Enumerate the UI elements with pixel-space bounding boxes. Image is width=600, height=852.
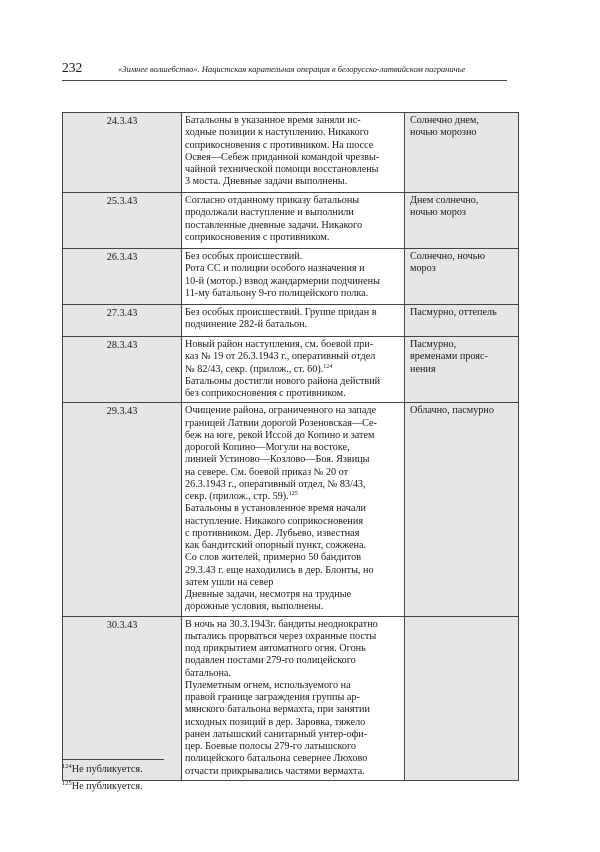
running-title: «Зимнее волшебство». Нацистская карательная операция в белорусско-латвийском пограничье xyxy=(118,64,466,74)
report-cell: Без особых происшествий. Группе придан в подчинение 282-й батальон. xyxy=(182,305,405,337)
page-number: 232 xyxy=(62,60,83,75)
date-cell: 25.3.43 xyxy=(63,193,182,249)
table-row xyxy=(63,403,519,616)
report-text: Очищение района, ограниченного на западе границей Латвии дорогой Розеновская—Се- беж на юге, рекой Иссой до Копино и затем дорогой Копино—Могули на востоке, линией Устиново—Козлово—Боя. Язвицы на севере. См. боевой приказ № 20 от 26.3.1943 г., оперативный отдел, № 83/43, секр. (прилож., стр. 59). xyxy=(185,405,377,502)
date-cell: 26.3.43 xyxy=(63,249,182,305)
footnote-item xyxy=(62,780,143,794)
weather-cell: Днем солнечно, ночью мороз xyxy=(405,193,519,249)
war-diary-table xyxy=(62,112,519,781)
weather-cell: Солнечно днем, ночью морозно xyxy=(405,113,519,193)
date-cell: 29.3.43 xyxy=(63,403,182,616)
weather-cell: Облачно, пасмурно xyxy=(405,403,519,616)
table-row xyxy=(63,337,519,403)
footnote-ref: 124 xyxy=(323,363,333,370)
date-cell: 24.3.43 xyxy=(63,113,182,193)
footnote-ref: 125 xyxy=(288,491,298,497)
report-cell xyxy=(182,403,405,616)
footnote-divider xyxy=(62,759,164,760)
table-row xyxy=(63,113,519,193)
table-row xyxy=(63,249,519,305)
weather-cell: Пасмурно, оттепель xyxy=(405,305,519,337)
page-header xyxy=(62,60,507,81)
report-cell: Батальоны в указанное время заняли ис- ходные позиции к наступлению. Никакого соприкосновения с противником. На шоссе Освея—Себеж приданной командой чрезвы- чайной технической помощи восстановлены 3 моста. Дневные задачи выполнены. xyxy=(182,113,405,193)
report-text: Батальоны в установленное время начали наступление. Никакого соприкосновения с противником. Дер. Лубьево, известная как бандитский опорный пункт, сожжена. Со слов жителей, примерно 50 бандитов 29.3.43 г. еще находились в дер. Блонты, но затем ушли на север Дневные задачи, несмотря на трудные дорожные условия, выполнены. xyxy=(185,503,374,613)
report-text: Новый район наступления, см. боевой при- каз № 19 от 26.3.1943 г., оперативный отдел № 82/43, секр. (прилож., ст. 60). xyxy=(185,339,376,375)
report-text: Батальоны достигли нового района действий без соприкосновения с противником. xyxy=(185,375,381,399)
report-cell xyxy=(182,337,405,403)
report-cell: В ночь на 30.3.1943г. бандиты неоднократно пытались прорваться через охранные посты под прикрытием автоматного огня. Огонь подавлен постами 279-го полицейского батальона. Пулеметным огнем, используемого на правой границе заграждения группы ар- мянского батальона вермахта, при занятии исходных позиций в дер. Заровка, тяжело ранен латышский санитарный унтер-офи- цер. Боевые полосы 279-го латышского полицейского батальона севернее Люхово отчасти прикрывались частями вермахта. xyxy=(182,616,405,780)
report-cell: Без особых происшествий. Рота СС и полиции особого назначения и 10-й (мотор.) взвод жандармерии подчинены 11-му батальону 9-го полицейского полка. xyxy=(182,249,405,305)
footnote-text: Не публикуется. xyxy=(71,781,143,792)
report-cell: Согласно отданному приказу батальоны продолжали наступление и выполнили поставленные дневные задачи. Никакого соприкосновения с противником. xyxy=(182,193,405,249)
table-row xyxy=(63,193,519,249)
table-row xyxy=(63,305,519,337)
date-cell: 27.3.43 xyxy=(63,305,182,337)
weather-cell xyxy=(405,616,519,780)
weather-cell: Солнечно, ночью мороз xyxy=(405,249,519,305)
date-cell: 28.3.43 xyxy=(63,337,182,403)
footnote-item xyxy=(62,763,143,777)
footnote-number: 124 xyxy=(62,763,72,770)
footnote-number: 125 xyxy=(62,780,72,787)
date-cell: 30.3.43 xyxy=(63,616,182,780)
table-row xyxy=(63,616,519,780)
weather-cell: Пасмурно, временами прояс- нения xyxy=(405,337,519,403)
footnotes xyxy=(62,763,143,797)
footnote-text: Не публикуется. xyxy=(71,764,143,775)
